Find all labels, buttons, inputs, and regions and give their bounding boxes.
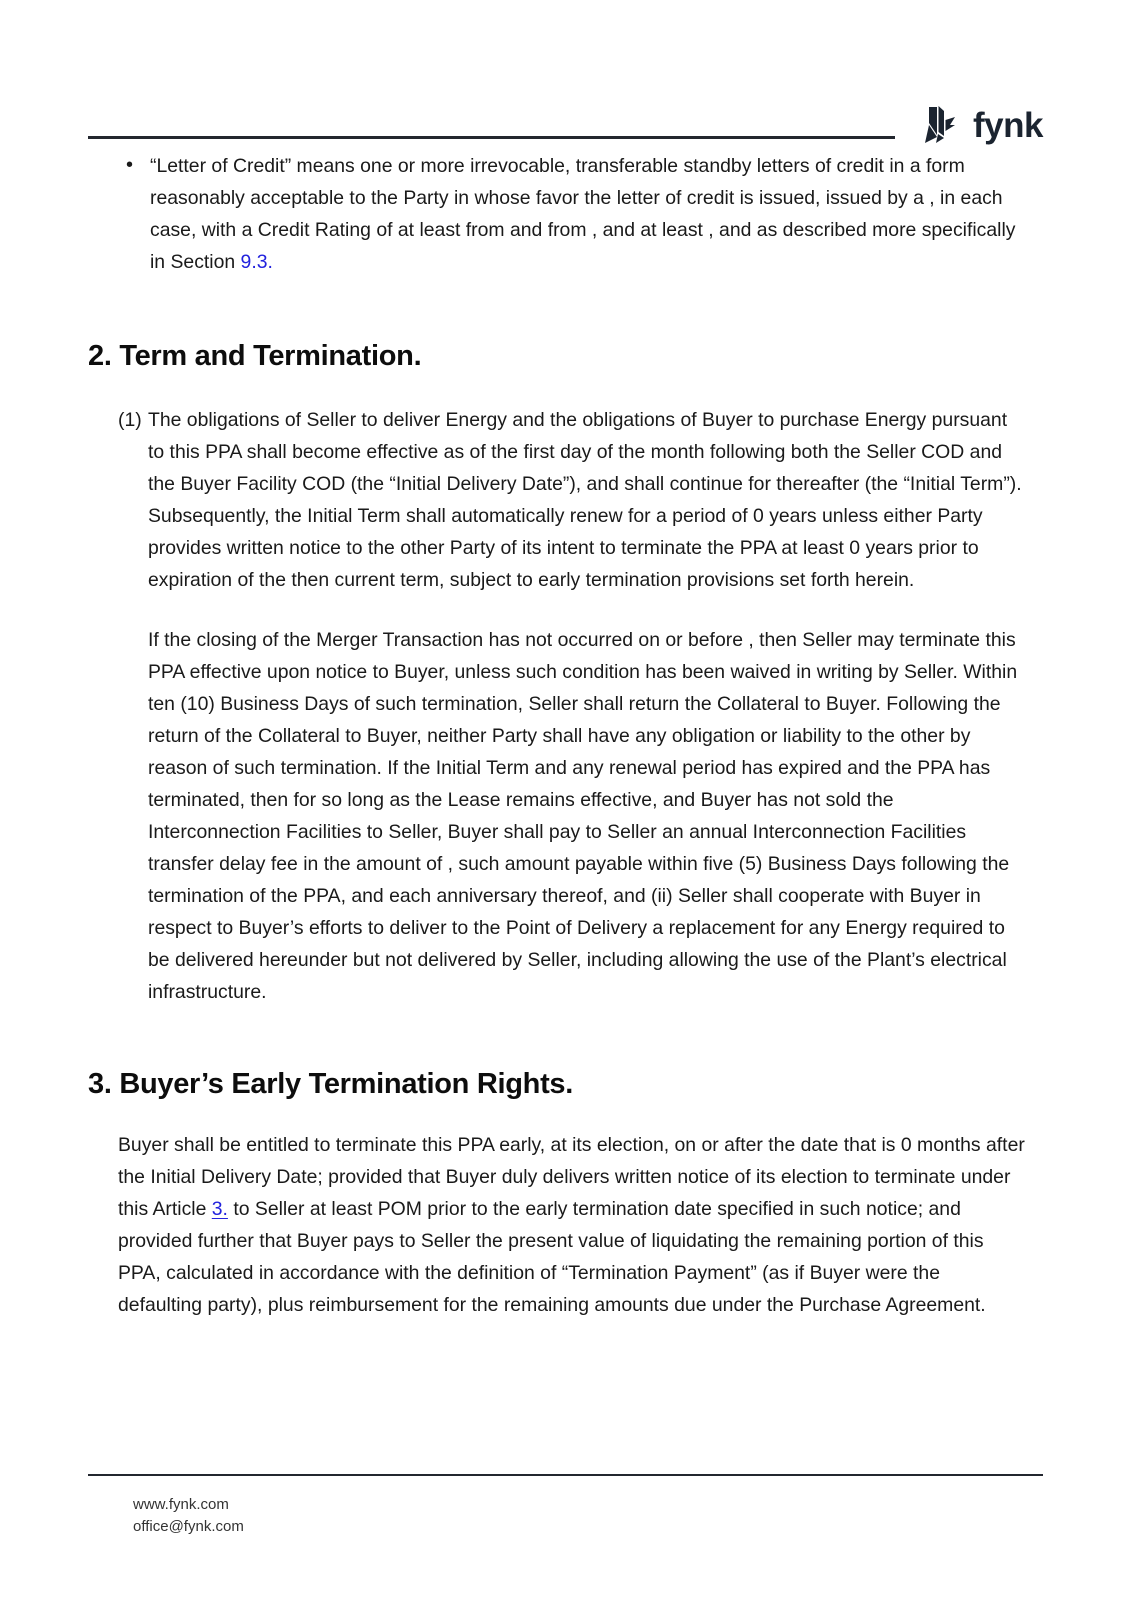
section-9-3-link[interactable]: 9.3. — [240, 251, 273, 273]
footer-divider-rule — [88, 1474, 1043, 1476]
footer-contact — [88, 1494, 1043, 1538]
bullet-text-lead: “Letter of Credit” means one or more irrevocable, transferable standby letters of credit in a form reasonably acceptable to the Party in whose favor the letter of credit is issued, issued by a , in each case, with a Credit Rating of at least from and from , and at least , and as described more specifically in Section — [150, 155, 1016, 273]
paragraph-part-1: Buyer shall be entitled to terminate this PPA early, at its election, on or after the date that is 0 months after the Initial Delivery Date; provided that Buyer duly delivers written notice of its election to terminate under this Article — [118, 1133, 1025, 1220]
paragraph: If the closing of the Merger Transaction has not occurred on or before , then Seller may terminate this PPA effective upon notice to Buyer, unless such condition has been waived in writing by Seller. Within ten (10) Business Days of such termination, Seller shall return the Collateral to Buyer. Following the return of the Collateral to Buyer, neither Party shall have any obligation or liability to the other by reason of such termination. If the Initial Term and any renewal period has expired and the PPA has terminated, then for so long as the Lease remains effective, and Buyer has not sold the Interconnection Facilities to Seller, Buyer shall pay to Seller an annual Interconnection Facilities transfer delay fee in the amount of , such amount payable within five (5) Business Days following the termination of the PPA, and each anniversary thereof, and (ii) Seller shall cooperate with Buyer in respect to Buyer’s efforts to deliver to the Point of Delivery a replacement for any Energy required to be delivered hereunder but not delivered by Seller, including allowing the use of the Plant’s electrical infrastructure. — [148, 629, 1018, 1004]
clause-body — [148, 404, 1028, 1008]
brand-logo — [917, 105, 1043, 147]
section-heading-3: 3. Buyer’s Early Termination Rights. — [88, 1068, 574, 1101]
brand-name: fynk — [973, 105, 1043, 145]
article-3-link[interactable]: 3. — [211, 1197, 228, 1220]
page-footer — [88, 1474, 1043, 1538]
paragraph: The obligations of Seller to deliver Energy and the obligations of Buyer to purchase Energy pursuant to this PPA shall become effective as of the first day of the month following both the Seller COD and the Buyer Facility COD (the “Initial Delivery Date”), and shall continue for thereafter (the “Initial Term”). Subsequently, the Initial Term shall automatically renew for a period of 0 years unless either Party provides written notice to the other Party of its intent to terminate the PPA at least 0 years prior to expiration of the then current term, subject to early termination provisions set forth herein. — [148, 409, 1022, 592]
spacer — [88, 374, 1028, 400]
page-title: 2. Term and Termination. — [88, 340, 422, 372]
document-body — [88, 150, 1028, 1321]
footer-website[interactable]: www.fynk.com — [133, 1496, 229, 1513]
numbered-clause-1 — [88, 404, 1028, 1008]
list-item — [88, 150, 1028, 278]
page-header — [88, 96, 1043, 156]
header-divider-rule — [88, 136, 895, 139]
fynk-origami-bird-icon — [917, 105, 963, 145]
definition-bullet-list — [88, 150, 1028, 278]
paragraph-part-2: to Seller at least POM prior to the early termination date specified in such notice; and provided further that Buyer pays to Seller the present value of liquidating the remaining portion of this PPA, calculated in accordance with the definition of “Termination Payment” (as if Buyer were the defaulting party), plus reimbursement for the remaining amounts due under the Purchase Agreement. — [118, 1197, 986, 1316]
footer-email[interactable]: office@fynk.com — [133, 1518, 244, 1535]
spacer — [88, 1008, 1028, 1066]
spacer — [88, 282, 1028, 338]
spacer — [88, 1103, 1028, 1129]
clause-marker: (1) — [118, 409, 142, 432]
paragraph — [88, 1129, 1028, 1321]
